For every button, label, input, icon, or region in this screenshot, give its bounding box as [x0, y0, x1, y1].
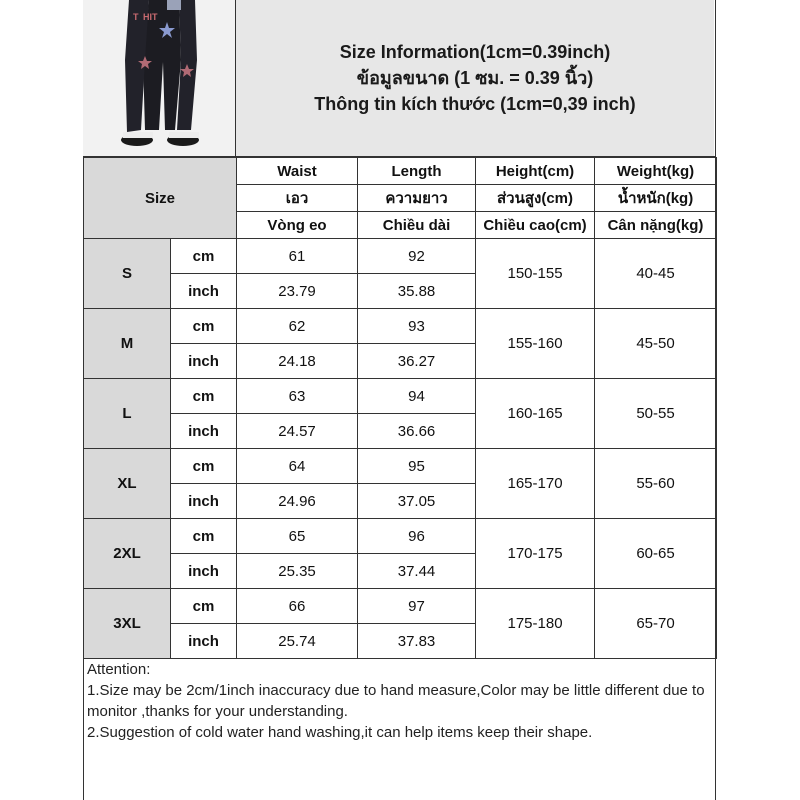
height-range: 170-175 — [476, 519, 595, 589]
unit-cm: cm — [171, 309, 237, 344]
svg-text:HIT: HIT — [143, 12, 158, 22]
weight-header-en: Weight(kg) — [595, 158, 717, 185]
unit-inch: inch — [171, 274, 237, 309]
unit-inch: inch — [171, 414, 237, 449]
length-header-th: ความยาว — [358, 185, 476, 212]
waist-cm: 63 — [237, 379, 358, 414]
height-header-vi: Chiều cao(cm) — [476, 212, 595, 239]
waist-cm: 62 — [237, 309, 358, 344]
unit-inch: inch — [171, 484, 237, 519]
unit-inch: inch — [171, 554, 237, 589]
length-cm: 96 — [358, 519, 476, 554]
waist-cm: 64 — [237, 449, 358, 484]
table-row — [84, 519, 717, 554]
table-row — [84, 239, 717, 274]
height-range: 175-180 — [476, 589, 595, 659]
weight-header-th: น้ำหนัก(kg) — [595, 185, 717, 212]
waist-inch: 24.57 — [237, 414, 358, 449]
note-line-1: 1.Size may be 2cm/1inch inaccuracy due to hand measure,Color may be little different due to monitor ,thanks for your understanding. — [87, 682, 705, 720]
attention-notes — [83, 657, 716, 800]
title-vietnamese: Thông tin kích thước (1cm=0,39 inch) — [314, 94, 636, 114]
waist-header-th: เอว — [237, 185, 358, 212]
length-inch: 36.66 — [358, 414, 476, 449]
note-line-2: 2.Suggestion of cold water hand washing,it can help items keep their shape. — [87, 724, 593, 741]
height-header-th: ส่วนสูง(cm) — [476, 185, 595, 212]
length-cm: 95 — [358, 449, 476, 484]
size-label: 3XL — [84, 589, 171, 659]
waist-cm: 66 — [237, 589, 358, 624]
title-thai: ข้อมูลขนาด (1 ซม. = 0.39 นิ้ว) — [356, 68, 594, 88]
length-inch: 37.83 — [358, 624, 476, 659]
jeans-model-image — [83, 0, 236, 156]
height-header-en: Height(cm) — [476, 158, 595, 185]
svg-text:T: T — [133, 12, 139, 22]
waist-cm: 61 — [237, 239, 358, 274]
unit-cm: cm — [171, 519, 237, 554]
length-header-en: Length — [358, 158, 476, 185]
weight-range: 65-70 — [595, 589, 717, 659]
length-header-vi: Chiều dài — [358, 212, 476, 239]
size-table — [83, 157, 717, 659]
length-cm: 93 — [358, 309, 476, 344]
height-range: 160-165 — [476, 379, 595, 449]
length-cm: 92 — [358, 239, 476, 274]
length-cm: 94 — [358, 379, 476, 414]
chart-header — [83, 0, 716, 157]
unit-inch: inch — [171, 344, 237, 379]
product-photo — [83, 0, 236, 156]
table-row — [84, 309, 717, 344]
waist-header-vi: Vòng eo — [237, 212, 358, 239]
waist-cm: 65 — [237, 519, 358, 554]
waist-inch: 23.79 — [237, 274, 358, 309]
size-label: S — [84, 239, 171, 309]
length-inch: 36.27 — [358, 344, 476, 379]
length-inch: 37.44 — [358, 554, 476, 589]
waist-inch: 24.96 — [237, 484, 358, 519]
size-info-title — [236, 0, 714, 156]
size-column-header: Size — [84, 158, 237, 239]
size-label: M — [84, 309, 171, 379]
weight-range: 55-60 — [595, 449, 717, 519]
size-label: L — [84, 379, 171, 449]
weight-range: 40-45 — [595, 239, 717, 309]
size-label: XL — [84, 449, 171, 519]
waist-inch: 25.74 — [237, 624, 358, 659]
unit-inch: inch — [171, 624, 237, 659]
unit-cm: cm — [171, 379, 237, 414]
length-cm: 97 — [358, 589, 476, 624]
unit-cm: cm — [171, 589, 237, 624]
size-label: 2XL — [84, 519, 171, 589]
table-row — [84, 449, 717, 484]
header-row-english — [84, 158, 717, 185]
table-row — [84, 589, 717, 624]
weight-range: 60-65 — [595, 519, 717, 589]
length-inch: 35.88 — [358, 274, 476, 309]
waist-header-en: Waist — [237, 158, 358, 185]
weight-range: 45-50 — [595, 309, 717, 379]
title-english: Size Information(1cm=0.39inch) — [339, 42, 611, 62]
unit-cm: cm — [171, 239, 237, 274]
weight-range: 50-55 — [595, 379, 717, 449]
height-range: 165-170 — [476, 449, 595, 519]
weight-header-vi: Cân nặng(kg) — [595, 212, 717, 239]
notes-heading: Attention: — [87, 661, 151, 678]
length-inch: 37.05 — [358, 484, 476, 519]
table-row — [84, 379, 717, 414]
height-range: 150-155 — [476, 239, 595, 309]
waist-inch: 25.35 — [237, 554, 358, 589]
waist-inch: 24.18 — [237, 344, 358, 379]
height-range: 155-160 — [476, 309, 595, 379]
unit-cm: cm — [171, 449, 237, 484]
